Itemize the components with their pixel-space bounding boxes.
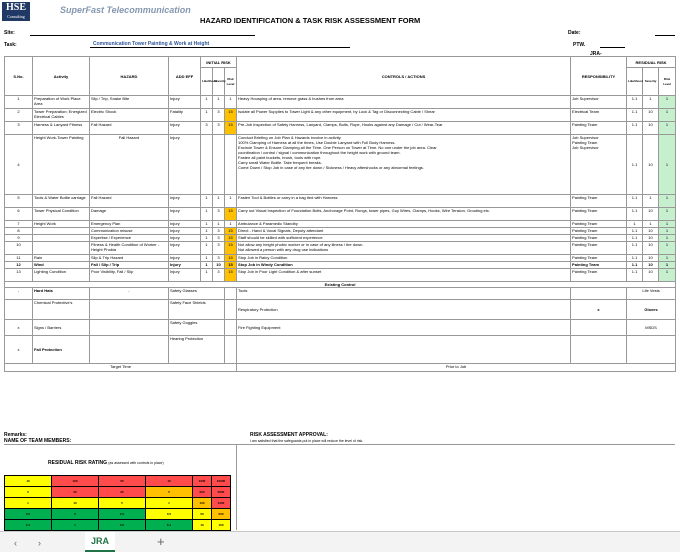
sheet-tab-bar [0,531,680,552]
cell-ctl[interactable]: Isolate all Power Supplies to Tower Light & any other equipment, by Lock & Tag or Disconnecting Cable / Shear [237,109,571,122]
matrix-title: RESIDUAL RISK RATING (as assessed with controls in place) [48,460,164,466]
remarks-label: Remarks: [4,432,27,438]
cell-haz[interactable]: Fall Hazard [90,195,169,208]
cell-n[interactable]: 13 [5,269,33,282]
risk-matrix [4,475,231,531]
matrix-cell: 5 [5,487,52,498]
cell-r[interactable]: 1 [225,96,237,109]
cell-l[interactable]: 1 [201,235,213,242]
cell-haz[interactable]: Electric Shock [90,109,169,122]
table-row [5,109,676,122]
table-row [5,208,676,221]
cell-rs[interactable]: 10 [643,235,659,242]
cell-rs[interactable]: 10 [643,228,659,235]
col-activity: Activity [33,57,90,96]
cell-l[interactable]: 1 [201,242,213,255]
cell-rl[interactable]: 1.1 [627,262,643,269]
cell-l[interactable]: 3 [201,122,213,135]
matrix-cell: 0.5 [99,520,146,531]
cell-ctl[interactable]: Fasten Tool & Bottles or carry in a bag tied with Harness [237,195,571,208]
cell-ctl[interactable]: Staff should be skilled with sufficient experience [237,235,571,242]
cell-haz[interactable]: Communication misuse [90,228,169,235]
cell-r[interactable]: 15 [225,269,237,282]
cell-act[interactable]: Tower Physical Condition [33,208,90,221]
cell-act[interactable]: Height Work [33,221,90,228]
divider [4,444,675,445]
respiratory-check[interactable]: x [571,300,627,320]
vertical-divider [236,444,237,530]
table-row [5,235,676,242]
respiratory-label: Respiratory Protection [237,300,571,320]
cell-rr[interactable]: 1 [659,269,676,282]
face-shield-label: Safety Face Shields [169,300,225,320]
form-title: HAZARD IDENTIFICATION & TASK RISK ASSESSMENT FORM [200,16,421,25]
task-underline [90,41,350,48]
cell-rs[interactable]: 10 [643,269,659,282]
matrix-cell: 5 [52,509,99,520]
cell-haz[interactable]: Fall / Slip / Trip [90,262,169,269]
prev-sheet-icon[interactable]: ‹ [14,538,17,548]
cell-haz[interactable]: Fall Hazard [90,135,169,195]
cell-l[interactable]: 1 [201,255,213,262]
approval-note: I am satisfied that the safeguards put in place will reduce the level of risk. [250,439,364,443]
matrix-cell: 1 [5,498,52,509]
matrix-cell: 1 [146,498,193,509]
cell-rr[interactable]: 1 [659,135,676,195]
cell-resp[interactable]: Painting Team [571,208,627,221]
cell-n[interactable]: 5 [5,195,33,208]
cell-resp[interactable]: Painting Team [571,122,627,135]
cell-haz[interactable]: Fall Hazard [90,122,169,135]
cell-eff[interactable]: Injury [169,135,201,195]
cell-resp[interactable]: Painting Team [571,269,627,282]
cell-act[interactable] [33,242,90,255]
matrix-cell: 0.5 [5,509,52,520]
cell-rr[interactable]: 1 [659,96,676,109]
col-severity: Severity [213,68,225,96]
cell-rs[interactable]: 10 [643,122,659,135]
ptw-label: PTW. [573,42,586,48]
chemical-label: Chemical Protective's [33,300,90,320]
cell-rr[interactable]: 1 [659,242,676,255]
cell-haz[interactable]: Emergency Plan [90,221,169,228]
cell-n[interactable]: 9 [5,235,33,242]
cell-l[interactable]: 1 [201,208,213,221]
fire-label: Fire Fighting Equipment [237,320,571,336]
cell-ctl[interactable]: Heavy Housping of area, remove grass & bushes from area [237,96,571,109]
cell-resp[interactable]: Painting Team [571,228,627,235]
cell-rl[interactable]: 1.1 [627,228,643,235]
fall-check[interactable]: x [5,336,33,364]
matrix-cell: 5 [146,487,193,498]
table-row [5,269,676,282]
prior-to-job: Prior to Job [237,364,676,372]
cell-resp[interactable]: Painting Team [571,262,627,269]
dash: - [90,288,169,300]
cell-eff[interactable]: Injury [169,235,201,242]
cell-resp[interactable]: Painting Team [571,195,627,208]
cell-act[interactable] [33,228,90,235]
table-row [5,195,676,208]
cell-resp[interactable]: Electrical Team [571,109,627,122]
table-row [5,262,676,269]
table-row [5,122,676,135]
cell-rs[interactable]: 10 [643,255,659,262]
cell-n[interactable]: 1 [5,96,33,109]
table-row [5,96,676,109]
cell-act[interactable]: Wind [33,262,90,269]
cell-eff[interactable]: Injury [169,221,201,228]
cell-rl[interactable]: 1.1 [627,96,643,109]
cell-act[interactable]: Tools & Water Bottle carriage [33,195,90,208]
cell-s[interactable]: 3 [213,109,225,122]
cell-n[interactable]: 10 [5,242,33,255]
cell-rs[interactable]: 10 [643,208,659,221]
matrix-cell: 1 [52,520,99,531]
col-res-severity: Severity [643,68,659,96]
col-res-likelihood: Likelihood [627,68,643,96]
cell-s[interactable]: 3 [213,235,225,242]
cell-s[interactable]: 3 [213,228,225,235]
col-risk-level: Risk Level [225,68,237,96]
cell-s[interactable]: 3 [213,242,225,255]
task-label: Task: [4,42,17,48]
cell-ctl[interactable]: Direct - Hand & Vocal Signals, Deputy attendant [237,228,571,235]
tab-jra[interactable]: JRA [85,532,115,552]
matrix-cell: 2.5 [99,509,146,520]
msds-label: MSDS [627,320,676,336]
cell-n[interactable]: 7 [5,221,33,228]
goggles-label: Safety Goggles [169,320,225,336]
matrix-cell: 100 [52,476,99,487]
cell-n[interactable]: 11 [5,255,33,262]
company-name: SuperFast Telecommunication [60,5,191,15]
cell-s[interactable]: 3 [213,208,225,221]
cell-l[interactable]: 1 [201,228,213,235]
cell-l[interactable]: 1 [201,262,213,269]
cell-n[interactable]: 12 [5,262,33,269]
cell-rr[interactable]: 1 [659,208,676,221]
cell-l[interactable] [201,135,213,195]
cell-act[interactable]: Lighting Condition [33,269,90,282]
cell-resp[interactable]: Painting Team [571,235,627,242]
table-row [5,242,676,255]
cell-s[interactable]: 3 [213,269,225,282]
cell-ctl[interactable]: Stop Job in Rainy Condition [237,255,571,262]
cell-r[interactable]: 15 [225,242,237,255]
cell-rl[interactable]: 1 [627,221,643,228]
task-value[interactable]: Communication Tower Painting & Work at Height [93,41,210,47]
cell-act[interactable]: Height Work-Tower Painting [33,135,90,195]
col-sno: S.No. [5,57,33,96]
table-row [5,221,676,228]
matrix-cell: 500 [193,487,212,498]
matrix-cell: 1000 [193,476,212,487]
matrix-cell: 5000 [212,487,231,498]
approval-label: RISK ASSESSMENT APPROVAL: [250,432,328,438]
matrix-cell: 10 [193,520,212,531]
cell-rs[interactable]: 10 [643,135,659,195]
cell-rl[interactable]: 1.1 [627,269,643,282]
cell-l[interactable]: 1 [201,96,213,109]
cell-rl[interactable]: 1.1 [627,135,643,195]
cell-eff[interactable]: Injury [169,242,201,255]
ptw-field[interactable] [600,41,625,48]
cell-haz[interactable]: Slip & Trip Hazard [90,255,169,262]
col-likelihood: Likelihood [201,68,213,96]
cell-rl[interactable]: 1.1 [627,242,643,255]
cell-rl[interactable]: 1.1 [627,109,643,122]
col-responsibility: RESPONSIBILITY [571,57,627,96]
cell-resp[interactable]: Painting Team [571,255,627,262]
col-add-eff: ADD EFF [169,57,201,96]
matrix-cell: 10000 [212,476,231,487]
matrix-cell: 100 [193,498,212,509]
cell-s[interactable]: 3 [213,122,225,135]
cell-l[interactable]: 1 [201,221,213,228]
cell-r[interactable]: 15 [225,262,237,269]
cell-s[interactable]: 3 [213,255,225,262]
cell-r[interactable]: 15 [225,122,237,135]
tools-label: Tools [237,288,571,300]
next-sheet-icon[interactable]: › [38,538,41,548]
cell-rs[interactable]: 10 [643,242,659,255]
cell-rr[interactable]: 1 [659,255,676,262]
date-field[interactable] [655,29,675,36]
cell-resp[interactable]: Painting Team [571,242,627,255]
cell-n[interactable]: 6 [5,208,33,221]
matrix-cell: 50 [52,487,99,498]
matrix-cell: 10 [52,498,99,509]
cell-resp[interactable]: Painting Team [571,221,627,228]
cell-haz[interactable]: Damage [90,208,169,221]
cell-ctl[interactable]: Conduct Briefing on Job Plan & Hazards involve in activity 100% Clamping of Harness at all the times, Use Double Lanyard with Full Body Harness. Encircle Tower & Ensure Clamping all the Time. One Person on Tower at Time. No one under the job area. Clear coordination / control / signal / communication throughout the height work with ground team. Fasten all paint buckets, brush, tools with rope. Carry small Water Bottle. Take frequent breaks. Come Down / Stop Job in case of any tire down / Sickness / Heavy aftershocks or any abnormal feelings. [237,135,571,195]
cell-eff[interactable]: Injury [169,96,201,109]
cell-haz[interactable]: Fitness & Health Condition of Worker - Height Phobia [90,242,169,255]
cell-eff[interactable]: Injury [169,208,201,221]
hse-logo: HSE Consulting [2,2,30,21]
site-label: Site: [4,30,15,36]
signs-label: Signs / Barriers [33,320,90,336]
cell-r[interactable]: 15 [225,228,237,235]
cell-eff[interactable]: Fatality [169,109,201,122]
life-vests-label: Life Vests [627,288,676,300]
cell-eff[interactable]: Injury [169,122,201,135]
cell-rr[interactable]: 1 [659,221,676,228]
matrix-cell: 500 [212,509,231,520]
cell-l[interactable]: 1 [201,269,213,282]
cell-act[interactable] [33,235,90,242]
fall-label: Fall Protection [33,336,90,364]
col-initial-risk: INITIAL RISK [201,57,237,68]
cell-ctl[interactable]: Stop Job in Windy Condition [237,262,571,269]
cell-rr[interactable]: 1 [659,122,676,135]
cell-s[interactable] [213,135,225,195]
cell-rs[interactable]: 1 [643,221,659,228]
cell-rs[interactable]: 1 [643,195,659,208]
cell-resp[interactable]: Job Supervisor Painting Team Job Supervisor [571,135,627,195]
cell-n[interactable]: 2 [5,109,33,122]
cell-rl[interactable]: 1.1 [627,122,643,135]
matrix-cell: 50 [99,476,146,487]
cell-r[interactable]: 15 [225,208,237,221]
matrix-cell: 1000 [212,498,231,509]
col-hazard: HAZARD [90,57,169,96]
hard-hat-label: Hard Hats [33,288,90,300]
matrix-cell: 0.1 [146,520,193,531]
matrix-cell: 25 [99,487,146,498]
cell-resp[interactable]: Job Supervisor [571,96,627,109]
cell-eff[interactable]: Injury [169,255,201,262]
matrix-cell: 0.5 [146,509,193,520]
date-label: Date: [568,30,581,36]
table-row [5,255,676,262]
matrix-cell: 100 [212,520,231,531]
cell-rr[interactable]: 1 [659,195,676,208]
matrix-cell: 0.1 [5,520,52,531]
cell-rr[interactable]: 1 [659,109,676,122]
cell-ctl[interactable]: Stop Job in Poor Light Condition & after sunset [237,269,571,282]
cell-ctl[interactable]: Carry out Visual Inspection of Foundation Bolts, Anchorage Point, Rungs, tower pipes, Guy Wires, Clamps, Hooks, Wire Tension, Grouting etc. [237,208,571,221]
cell-s[interactable]: 1 [213,96,225,109]
jra-label: JRA- [590,51,602,57]
table-row [5,228,676,235]
cell-eff[interactable]: Injury [169,228,201,235]
gloves-label: Gloves [627,300,676,320]
cell-rs[interactable]: 10 [643,109,659,122]
add-sheet-icon[interactable]: + [157,534,165,549]
cell-s[interactable]: 1 [213,221,225,228]
cell-eff[interactable]: Injury [169,262,201,269]
cell-rl[interactable]: 1.1 [627,208,643,221]
cell-act[interactable]: Harness & Lanyard Fitness [33,122,90,135]
cell-r[interactable]: 1 [225,221,237,228]
target-time: Target Time [5,364,237,372]
cell-rs[interactable]: 1 [643,96,659,109]
cell-s[interactable]: 1 [213,195,225,208]
cell-ctl[interactable]: Not allow any height phobic worker or in case of any illness / tire down. Not allowed a person with any drug use indications [237,242,571,255]
cell-eff[interactable]: Injury [169,269,201,282]
cell-r[interactable] [225,135,237,195]
col-res-risk: Risk Level [659,68,676,96]
cell-rl[interactable]: 1.1 [627,235,643,242]
cell-act[interactable]: Tower Preparation; Energized Electrical Cables [33,109,90,122]
cell-act[interactable]: Rain [33,255,90,262]
cell-r[interactable]: 15 [225,235,237,242]
cell-rl[interactable]: 1.1 [627,195,643,208]
cell-s[interactable]: 10 [213,262,225,269]
cell-act[interactable]: Preparation of Work Place Area [33,96,90,109]
table-row [5,135,676,195]
matrix-cell: 5 [99,498,146,509]
col-residual-risk: RESIDUAL RISK [627,57,676,68]
cell-n[interactable]: 8 [5,228,33,235]
cell-ctl[interactable]: Pre-Job Inspection of Safety Harness, Lanyard, Clamps, Bolts, Rope, Hooks against any Damage / Cut / Wear-Tear [237,122,571,135]
cell-haz[interactable]: Poor Visibility, Fall / Slip [90,269,169,282]
cell-rl[interactable]: 1.1 [627,255,643,262]
cell-r[interactable]: 15 [225,109,237,122]
hearing-label: Hearing Protection [169,336,225,364]
cell-rr[interactable]: 1 [659,228,676,235]
matrix-cell: 10 [5,476,52,487]
cell-r[interactable]: 1 [225,195,237,208]
team-label: NAME OF TEAM MEMBERS: [4,438,72,444]
safety-glasses-label: Safety Glasses [169,288,225,300]
signs-check[interactable]: x [5,320,33,336]
cell-l[interactable]: 1 [201,195,213,208]
cell-rs[interactable]: 10 [643,262,659,269]
cell-eff[interactable]: Injury [169,195,201,208]
matrix-cell: 50 [193,509,212,520]
existing-control-title: Existing Control [5,282,676,288]
risk-table: S.No. Activity HAZARD ADD EFF INITIAL RISK CONTROLS / ACTIONS RESPONSIBILITY RESIDUAL RISK Likelihood Severity Risk Level Likelihood Severity Risk Level 1 Preparation of Work Place Area Slip / Trip, Snake Bite Injury 1 1 1 Heavy Housping of area, remove grass & bushes from area Job Supervisor 1.1 1 1 2 Tower Preparation; Energized Electrical Cables Electric Shock Fatality 1 3 15 Isolate all Power Supplies to Tower Light & any other equipment, by Lock & Tag or Disconnecting Cable / Shear Electrical Team 1.1 10 1 3 Harness & Lanyard Fitness Fall Hazard Injury 3 3 15 Pre-Job Inspection of Safety Harness, Lanyard, Clamps, Bolts, Rope, Hooks against any Damage / Cut / Wear-Tear Painting Team 1.1 10 1 4 Height Work-Tower Painting Fall Hazard Injury Conduct Briefing on Job Plan & Hazards involve in activity 100% Clamping of Harness at all the times, Use Double Lanyard with Full Body Harness. Encircle Tower & Ensure Clamping all the Time. One Person on Tower at Time. No one under the job area. Clear coordination / control / signal / communication throughout the height work with ground team. Fasten all paint buckets, brush, tools with rope. Carry small Water Bottle. Take frequent breaks. Come Down / Stop Job in case of any tire down / Sickness / Heavy aftershocks or any abnormal feelings. Job Supervisor Painting Team Job Supervisor 1.1 10 1 5 Tools & Water Bottle carriage Fall Hazard Injury 1 1 1 Fasten Tool & Bottles or carry in a bag tied with Harness Painting Team 1.1 1 1 6 Tower Physical Condition Damage Injury 1 3 15 Carry out Visual Inspection of Foundation Bolts, Anchorage Point, Rungs, tower pipes, Guy Wires, Clamps, Hooks, Wire Tension, Grouting etc. Painting Team 1.1 10 1 7 Height Work Emergency Plan Injury 1 1 1 Ambulance & Paramedic Standby Painting Team 1 1 1 8 Communication misuse Injury 1 3 15 Direct - Hand & Vocal Signals, Deputy attendant Painting Team 1.1 10 1 9 Expertise / Experience Injury 1 3 15 Staff should be skilled with sufficient experience Painting Team 1.1 10 1 10 Fitness & Health Condition of Worker - Height Phobia Injury 1 3 15 Not allow any height phobic worker or in case of any illness / tire down. Not allowed a person with any drug use indications Painting Team 1.1 10 1 11 Rain Slip & Trip Hazard Injury 1 3 15 Stop Job in Rainy Condition Painting Team 1.1 10 1 12 Wind Fall / Slip / Trip Injury 1 10 15 Stop Job in Windy Condition Painting Team 1.1 10 1 13 Lighting Condition Poor Visibility, Fall / Slip Injury 1 3 15 Stop Job in Poor Light Condition & after sunset Painting Team 1.1 10 1 Existing Control - Hard Hats - Safety Glasses Tools Life Vests Chemical Protective's Safety Face Shields Respiratory Protection x Gloves x Signs / Barriers Safety Goggles Fire Fighting Equipment MSDS x Fall Protection Hearing Protection Target Time Prior to Job [4,56,676,372]
col-controls: CONTROLS / ACTIONS [237,57,571,96]
cell-l[interactable]: 1 [201,109,213,122]
cell-rr[interactable]: 1 [659,262,676,269]
cell-n[interactable]: 3 [5,122,33,135]
cell-r[interactable]: 15 [225,255,237,262]
cell-haz[interactable]: Expertise / Experience [90,235,169,242]
cell-ctl[interactable]: Ambulance & Paramedic Standby [237,221,571,228]
cell-n[interactable]: 4 [5,135,33,195]
matrix-cell: 10 [146,476,193,487]
site-field[interactable] [30,29,255,36]
cell-haz[interactable]: Slip / Trip, Snake Bite [90,96,169,109]
cell-rr[interactable]: 1 [659,235,676,242]
